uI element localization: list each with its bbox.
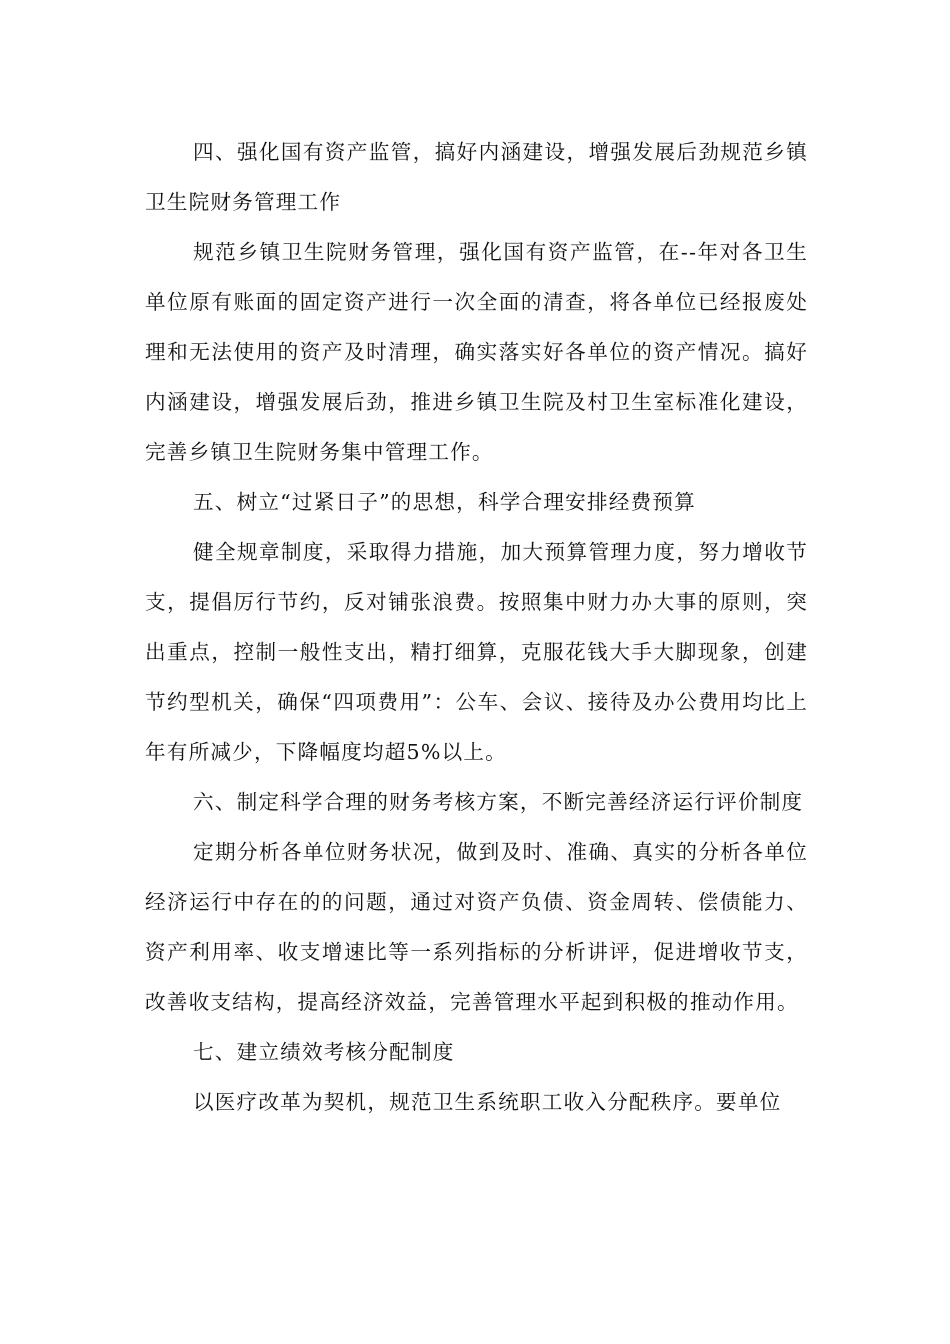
heading-section-7: 七、建立绩效考核分配制度: [193, 1040, 455, 1064]
heading-section-6: 六、制定科学合理的财务考核方案，不断完善经济运行评价制度: [193, 790, 804, 814]
body-paragraph-section-7: 以医疗改革为契机，规范卫生系统职工收入分配秩序。要单位: [193, 1090, 782, 1114]
heading-section-4: 四、强化国有资产监管，搞好内涵建设，增强发展后劲规范乡镇卫生院财务管理工作: [145, 140, 808, 214]
document-page: [145, 127, 808, 1127]
heading-section-5: 五、树立“过紧日子”的思想，科学合理安排经费预算: [193, 490, 696, 514]
body-paragraph-section-5: 健全规章制度，采取得力措施，加大预算管理力度，努力增收节支，提倡厉行节约，反对铺张浪费。按照集中财力办大事的原则，突出重点，控制一般性支出，精打细算，克服花钱大手大脚现象，创建节约型机关，确保“四项费用”：公车、会议、接待及办公费用均比上年有所减少，下降幅度均超5%以上。: [145, 540, 808, 764]
body-paragraph-section-4: 规范乡镇卫生院财务管理，强化国有资产监管，在--年对各卫生单位原有账面的固定资产进行一次全面的清查，将各单位已经报废处理和无法使用的资产及时清理，确实落实好各单位的资产情况。搞好内涵建设，增强发展后劲，推进乡镇卫生院及村卫生室标准化建设，完善乡镇卫生院财务集中管理工作。: [145, 240, 808, 464]
body-paragraph-section-6: 定期分析各单位财务状况，做到及时、准确、真实的分析各单位经济运行中存在的的问题，通过对资产负债、资金周转、偿债能力、资产利用率、收支增速比等一系列指标的分析讲评，促进增收节支，改善收支结构，提高经济效益，完善管理水平起到积极的推动作用。: [145, 840, 808, 1014]
